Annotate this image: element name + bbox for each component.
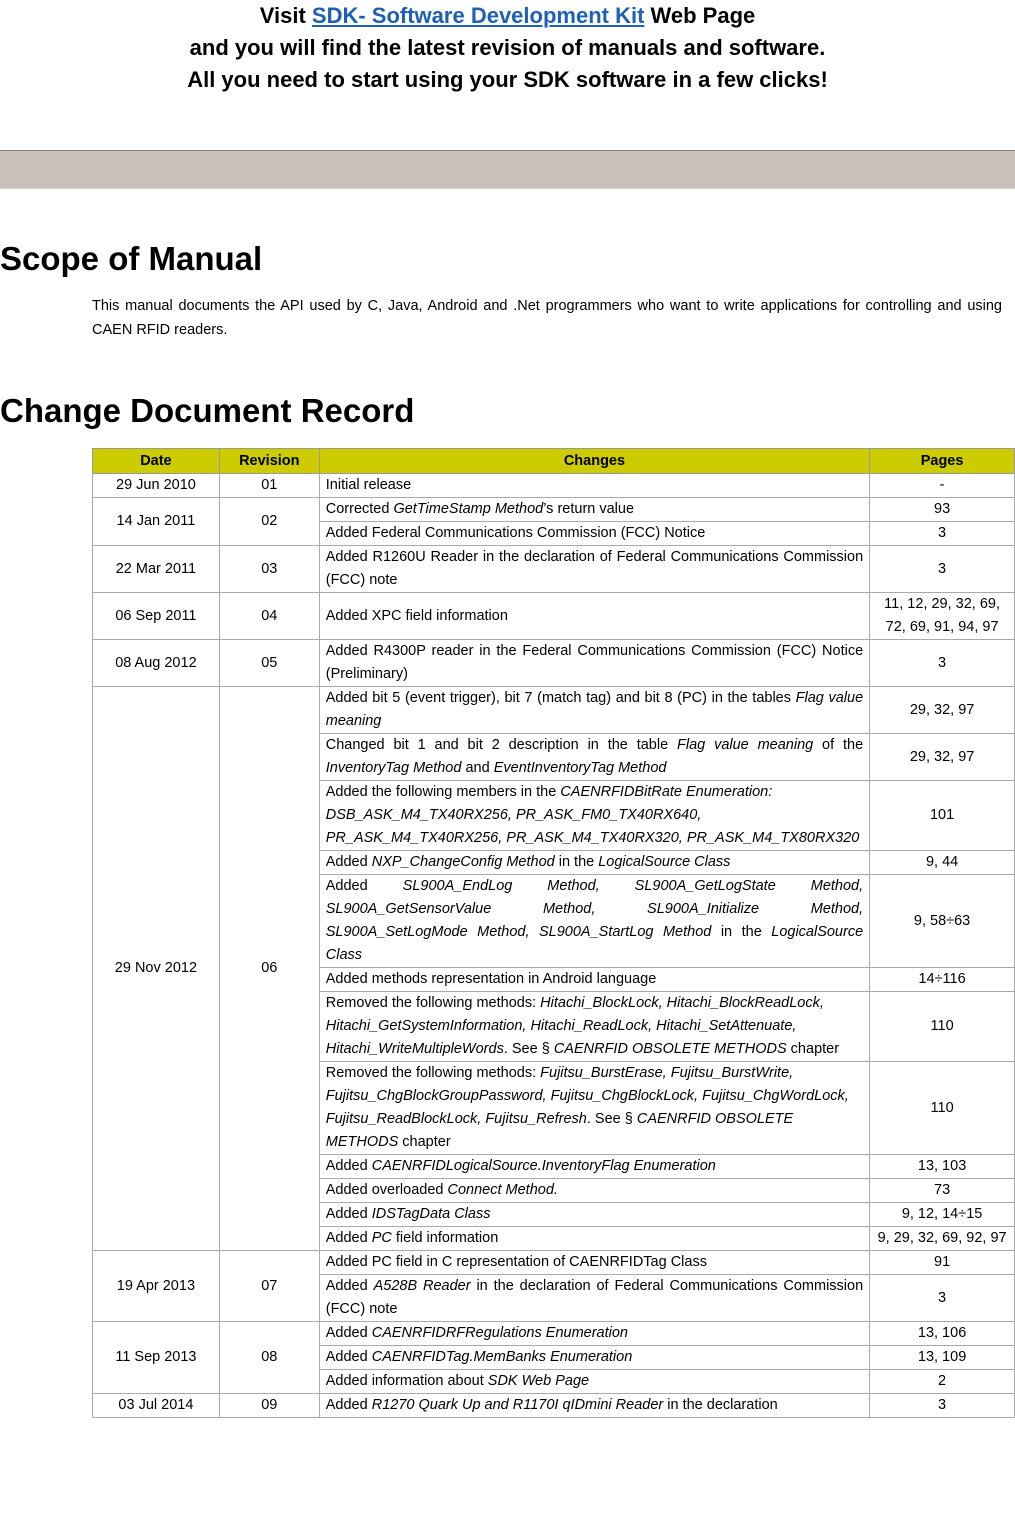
cell-pages: 3 [870, 1394, 1015, 1418]
cell-pages: 110 [870, 1062, 1015, 1155]
table-row [93, 474, 1015, 498]
cell-revision: 02 [219, 498, 319, 546]
banner-line-2: and you will find the latest revision of manuals and software. [189, 35, 826, 60]
cell-pages: 73 [870, 1179, 1015, 1203]
cell-changes: Added methods representation in Android language [319, 968, 869, 992]
cell-changes: Initial release [319, 474, 869, 498]
table-row [93, 498, 1015, 522]
cell-pages: - [870, 474, 1015, 498]
sdk-link[interactable]: SDK- Software Development Kit [311, 3, 645, 28]
cell-pages: 101 [870, 781, 1015, 851]
cell-changes: Added IDSTagData Class [319, 1203, 869, 1227]
cell-pages: 3 [870, 1275, 1015, 1322]
cell-pages: 9, 44 [870, 851, 1015, 875]
cell-revision: 03 [219, 546, 319, 593]
scope-text: This manual documents the API used by C, Java, Android and .Net programmers who want to write applications for controlling and using CAEN RFID readers. [92, 298, 1002, 338]
cell-date: 03 Jul 2014 [93, 1394, 220, 1418]
cell-pages: 3 [870, 522, 1015, 546]
cell-revision: 07 [219, 1251, 319, 1322]
table-body [93, 474, 1015, 1418]
cell-changes: Added NXP_ChangeConfig Method in the LogicalSource Class [319, 851, 869, 875]
cell-revision: 05 [219, 640, 319, 687]
cell-changes: Added CAENRFIDTag.MemBanks Enumeration [319, 1346, 869, 1370]
cell-changes: Added PC field in C representation of CAENRFIDTag Class [319, 1251, 869, 1275]
cell-changes: Changed bit 1 and bit 2 description in the table Flag value meaning of the InventoryTag Method and EventInventoryTag Method [319, 734, 869, 781]
cell-changes: Removed the following methods: Fujitsu_BurstErase, Fujitsu_BurstWrite, Fujitsu_ChgBlockGroupPassword, Fujitsu_ChgBlockLock, Fujitsu_ChgWordLock, Fujitsu_ReadBlockLock, Fujitsu_Refresh. See § CAENRFID OBSOLETE METHODS chapter [319, 1062, 869, 1155]
cell-revision: 08 [219, 1322, 319, 1394]
cell-changes: Added CAENRFIDRFRegulations Enumeration [319, 1322, 869, 1346]
cell-pages: 13, 109 [870, 1346, 1015, 1370]
sdk-banner [0, 0, 1015, 96]
table-row [93, 546, 1015, 593]
banner-web-page: Web Page [650, 3, 756, 28]
separator-bar [0, 150, 1015, 189]
cell-date: 11 Sep 2013 [93, 1322, 220, 1394]
cell-revision: 01 [219, 474, 319, 498]
cell-changes: Added information about SDK Web Page [319, 1370, 869, 1394]
cell-changes: Added R1260U Reader in the declaration of Federal Communications Commission (FCC) note [319, 546, 869, 593]
cell-changes: Added R4300P reader in the Federal Communications Commission (FCC) Notice (Preliminary) [319, 640, 869, 687]
cell-date: 06 Sep 2011 [93, 593, 220, 640]
cell-date: 08 Aug 2012 [93, 640, 220, 687]
header-date: Date [93, 449, 220, 474]
scope-title: Scope of Manual [0, 240, 263, 277]
cell-pages: 9, 29, 32, 69, 92, 97 [870, 1227, 1015, 1251]
cell-pages: 13, 106 [870, 1322, 1015, 1346]
cell-changes: Added the following members in the CAENRFIDBitRate Enumeration: DSB_ASK_M4_TX40RX256, PR_ASK_FM0_TX40RX640, PR_ASK_M4_TX40RX256, PR_ASK_M4_TX40RX320, PR_ASK_M4_TX80RX320 [319, 781, 869, 851]
change-record-table [92, 448, 1015, 1418]
record-title: Change Document Record [0, 392, 415, 429]
cell-revision: 04 [219, 593, 319, 640]
cell-pages: 110 [870, 992, 1015, 1062]
table-header-row [93, 449, 1015, 474]
cell-pages: 3 [870, 546, 1015, 593]
cell-changes: Added CAENRFIDLogicalSource.InventoryFlag Enumeration [319, 1155, 869, 1179]
cell-changes: Added SL900A_EndLog Method, SL900A_GetLogState Method, SL900A_GetSensorValue Method, SL900A_Initialize Method, SL900A_SetLogMode Method, SL900A_StartLog Method in the LogicalSource Class [319, 875, 869, 968]
cell-pages: 9, 12, 14÷15 [870, 1203, 1015, 1227]
cell-pages: 91 [870, 1251, 1015, 1275]
table-row [93, 640, 1015, 687]
cell-pages: 3 [870, 640, 1015, 687]
cell-changes: Added XPC field information [319, 593, 869, 640]
cell-pages: 13, 103 [870, 1155, 1015, 1179]
cell-changes: Added overloaded Connect Method. [319, 1179, 869, 1203]
cell-pages: 93 [870, 498, 1015, 522]
cell-date: 14 Jan 2011 [93, 498, 220, 546]
cell-changes: Added bit 5 (event trigger), bit 7 (match tag) and bit 8 (PC) in the tables Flag value meaning [319, 687, 869, 734]
header-changes: Changes [319, 449, 869, 474]
banner-line-3: All you need to start using your SDK software in a few clicks! [187, 67, 828, 92]
table-row [93, 1394, 1015, 1418]
cell-date: 29 Jun 2010 [93, 474, 220, 498]
cell-date: 19 Apr 2013 [93, 1251, 220, 1322]
cell-changes: Added PC field information [319, 1227, 869, 1251]
banner-visit: Visit [259, 3, 306, 28]
cell-pages: 11, 12, 29, 32, 69, 72, 69, 91, 94, 97 [870, 593, 1015, 640]
cell-changes: Added R1270 Quark Up and R1170I qIDmini Reader in the declaration [319, 1394, 869, 1418]
cell-changes: Added A528B Reader in the declaration of Federal Communications Commission (FCC) note [319, 1275, 869, 1322]
cell-changes: Removed the following methods: Hitachi_BlockLock, Hitachi_BlockReadLock, Hitachi_GetSystemInformation, Hitachi_ReadLock, Hitachi_SetAttenuate, Hitachi_WriteMultipleWords. See § CAENRFID OBSOLETE METHODS chapter [319, 992, 869, 1062]
cell-changes: Added Federal Communications Commission (FCC) Notice [319, 522, 869, 546]
cell-revision: 06 [219, 687, 319, 1251]
cell-revision: 09 [219, 1394, 319, 1418]
table-row [93, 1322, 1015, 1346]
cell-pages: 9, 58÷63 [870, 875, 1015, 968]
cell-pages: 29, 32, 97 [870, 687, 1015, 734]
cell-pages: 14÷116 [870, 968, 1015, 992]
cell-changes: Corrected GetTimeStamp Method’s return value [319, 498, 869, 522]
cell-pages: 29, 32, 97 [870, 734, 1015, 781]
header-pages: Pages [870, 449, 1015, 474]
cell-pages: 2 [870, 1370, 1015, 1394]
header-revision: Revision [219, 449, 319, 474]
cell-date: 22 Mar 2011 [93, 546, 220, 593]
table-row [93, 1251, 1015, 1275]
cell-date: 29 Nov 2012 [93, 687, 220, 1251]
banner-line-1 [0, 0, 1015, 32]
table-row [93, 593, 1015, 640]
table-row [93, 687, 1015, 734]
